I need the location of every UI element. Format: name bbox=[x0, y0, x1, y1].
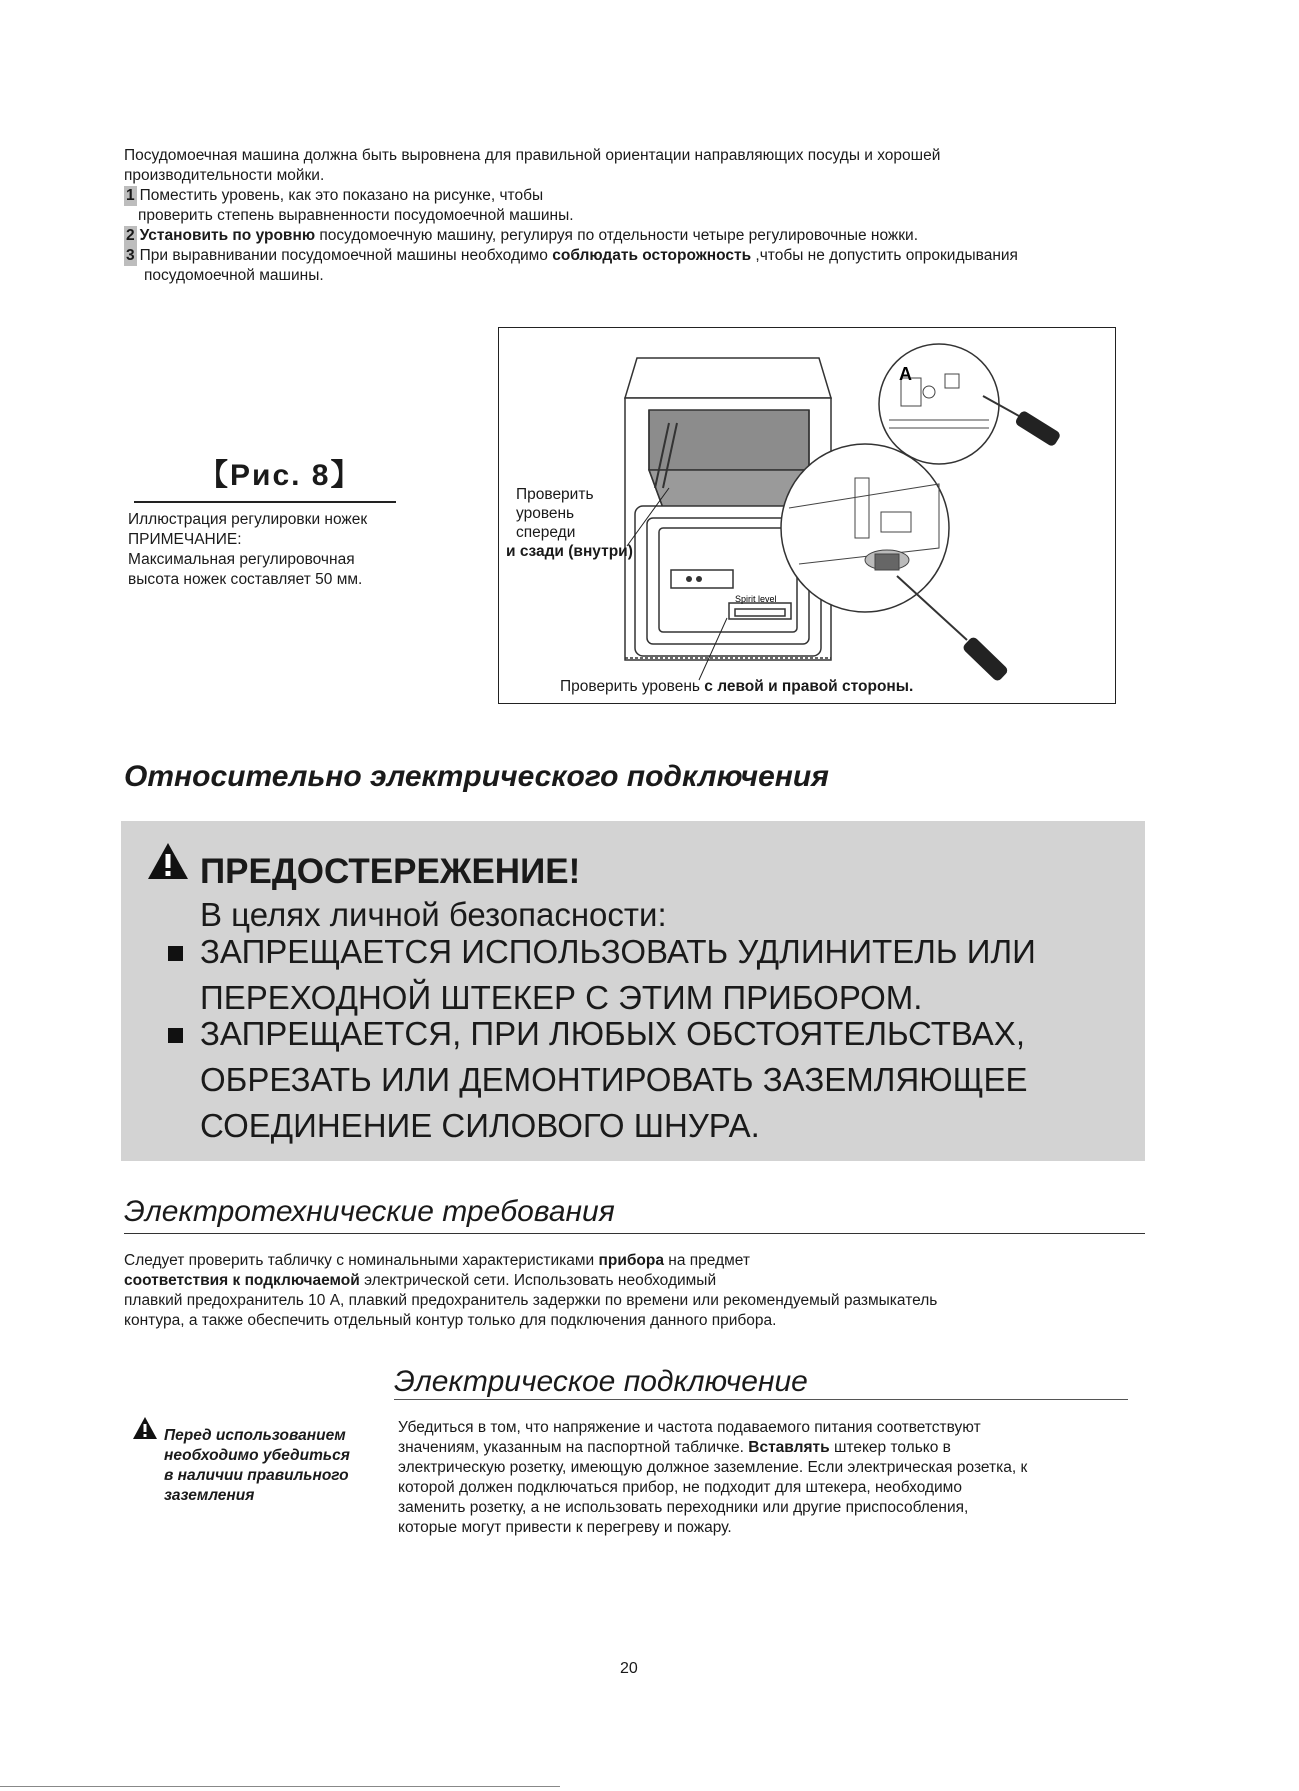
note-line-3: в наличии правильного bbox=[164, 1467, 349, 1484]
connection-heading: Электрическое подключение bbox=[394, 1365, 808, 1398]
step-2-bold: Установить по уровню bbox=[139, 227, 316, 244]
figure-title-rule bbox=[134, 501, 396, 503]
warning-subtitle: В целях личной безопасности: bbox=[200, 896, 667, 933]
front-label-4: и сзади (внутри) bbox=[506, 543, 633, 560]
requirements-rule bbox=[124, 1233, 1145, 1234]
warning-item-1 bbox=[200, 929, 1100, 1021]
electric-heading: Относительно электрического подключения bbox=[124, 760, 829, 793]
conn-line-2a: значениям, указанным на паспортной табличке. bbox=[398, 1439, 749, 1456]
bullet-icon bbox=[168, 1028, 183, 1043]
front-label-2: уровень bbox=[516, 505, 575, 522]
side-label-b: с левой и правой стороны. bbox=[704, 678, 914, 695]
step-3-text-b: ,чтобы не допустить опрокидывания bbox=[751, 247, 1018, 264]
req-line-1a: Следует проверить табличку с номинальными характеристиками bbox=[124, 1252, 599, 1269]
caption-line-4: высота ножек составляет 50 мм. bbox=[128, 571, 363, 588]
req-line-1b: прибора bbox=[598, 1252, 664, 1269]
step-1-text: Поместить уровень, как это показано на рисунке, чтобы bbox=[139, 187, 544, 204]
caption-line-3: Максимальная регулировочная bbox=[128, 551, 355, 568]
front-back-level-label bbox=[506, 485, 633, 561]
spirit-level-label: Spirit level bbox=[735, 594, 777, 604]
step-3-text-a: При выравнивании посудомоечной машины необходимо bbox=[139, 247, 553, 264]
page-number: 20 bbox=[620, 1660, 638, 1677]
figure-caption bbox=[128, 510, 428, 590]
conn-line-5: заменить розетку, а не использовать переходники или другие приспособления, bbox=[398, 1499, 969, 1516]
req-line-4: контура, а также обеспечить отдельный контур только для подключения данного прибора. bbox=[124, 1312, 777, 1329]
warning-icon bbox=[132, 1416, 158, 1440]
warning-item-2 bbox=[200, 1011, 1100, 1149]
requirements-heading: Электротехнические требования bbox=[124, 1195, 615, 1228]
note-line-2: необходимо убедиться bbox=[164, 1447, 350, 1464]
side-level-label bbox=[560, 678, 913, 696]
step-1-cont: проверить степень выравненности посудомоечной машины. bbox=[138, 207, 574, 224]
warning-title: ПРЕДОСТЕРЕЖЕНИЕ! bbox=[200, 852, 581, 891]
intro-line-2: производительности мойки. bbox=[124, 167, 325, 184]
note-line-1: Перед использованием bbox=[164, 1427, 346, 1444]
intro-text bbox=[124, 146, 1164, 286]
req-line-2b: электрической сети. Использовать необходимый bbox=[359, 1272, 717, 1289]
step-2 bbox=[124, 226, 1164, 246]
detail-a-label: A bbox=[899, 364, 912, 384]
step-3-number: 3 bbox=[126, 247, 135, 264]
note-line-4: заземления bbox=[164, 1487, 255, 1504]
conn-line-3: электрическую розетку, имеющую должное заземление. Если электрическая розетка, к bbox=[398, 1459, 1028, 1476]
intro-line-1: Посудомоечная машина должна быть выровнена для правильной ориентации направляющих посуды и хорошей bbox=[124, 147, 941, 164]
req-line-1 bbox=[124, 1251, 1154, 1271]
req-line-2 bbox=[124, 1271, 1154, 1291]
warning-item-1-line-2: ПЕРЕХОДНОЙ ШТЕКЕР С ЭТИМ ПРИБОРОМ. bbox=[200, 979, 923, 1016]
warning-item-1-line-1: ЗАПРЕЩАЕТСЯ ИСПОЛЬЗОВАТЬ УДЛИНИТЕЛЬ ИЛИ bbox=[200, 933, 1036, 970]
grounding-note bbox=[164, 1426, 384, 1506]
side-label-a: Проверить уровень bbox=[560, 678, 705, 695]
front-label-3: спереди bbox=[516, 524, 576, 541]
req-line-3: плавкий предохранитель 10 А, плавкий предохранитель задержки по времени или рекомендуемый размыкатель bbox=[124, 1292, 938, 1309]
caption-line-1: Иллюстрация регулировки ножек bbox=[128, 511, 368, 528]
step-3-cont: посудомоечной машины. bbox=[144, 267, 324, 284]
step-2-text: посудомоечную машину, регулируя по отдельности четыре регулировочные ножки. bbox=[315, 227, 919, 244]
warning-icon bbox=[146, 841, 190, 881]
bullet-icon bbox=[168, 946, 183, 961]
step-3-bold: соблюдать осторожность bbox=[552, 247, 752, 264]
bottom-rule bbox=[0, 1786, 560, 1787]
step-1-number: 1 bbox=[126, 187, 135, 204]
conn-line-1: Убедиться в том, что напряжение и частота подаваемого питания соответствуют bbox=[398, 1419, 981, 1436]
conn-line-2c: штекер только в bbox=[829, 1439, 951, 1456]
connection-rule bbox=[394, 1399, 1128, 1400]
req-line-2a: соответствия к подключаемой bbox=[124, 1272, 360, 1289]
connection-text bbox=[398, 1418, 1138, 1538]
front-label-1: Проверить bbox=[516, 486, 594, 503]
caption-line-2: ПРИМЕЧАНИЕ: bbox=[128, 531, 242, 548]
conn-line-6: которые могут привести к перегреву и пожару. bbox=[398, 1519, 732, 1536]
warning-item-2-line-1: ЗАПРЕЩАЕТСЯ, ПРИ ЛЮБЫХ ОБСТОЯТЕЛЬСТВАХ, bbox=[200, 1015, 1025, 1052]
warning-item-2-line-3: СОЕДИНЕНИЕ СИЛОВОГО ШНУРА. bbox=[200, 1107, 760, 1144]
conn-line-2 bbox=[398, 1438, 1138, 1458]
figure-title: 【Рис. 8】 bbox=[198, 459, 363, 492]
req-line-1c: на предмет bbox=[664, 1252, 750, 1269]
warning-item-2-line-2: ОБРЕЗАТЬ ИЛИ ДЕМОНТИРОВАТЬ ЗАЗЕМЛЯЮЩЕЕ bbox=[200, 1061, 1028, 1098]
requirements-text bbox=[124, 1251, 1154, 1331]
step-1 bbox=[124, 186, 1164, 206]
step-2-number: 2 bbox=[126, 227, 135, 244]
step-3 bbox=[124, 246, 1164, 266]
conn-line-2b: Вставлять bbox=[748, 1439, 830, 1456]
conn-line-4: которой должен подключаться прибор, не подходит для штекера, необходимо bbox=[398, 1479, 962, 1496]
